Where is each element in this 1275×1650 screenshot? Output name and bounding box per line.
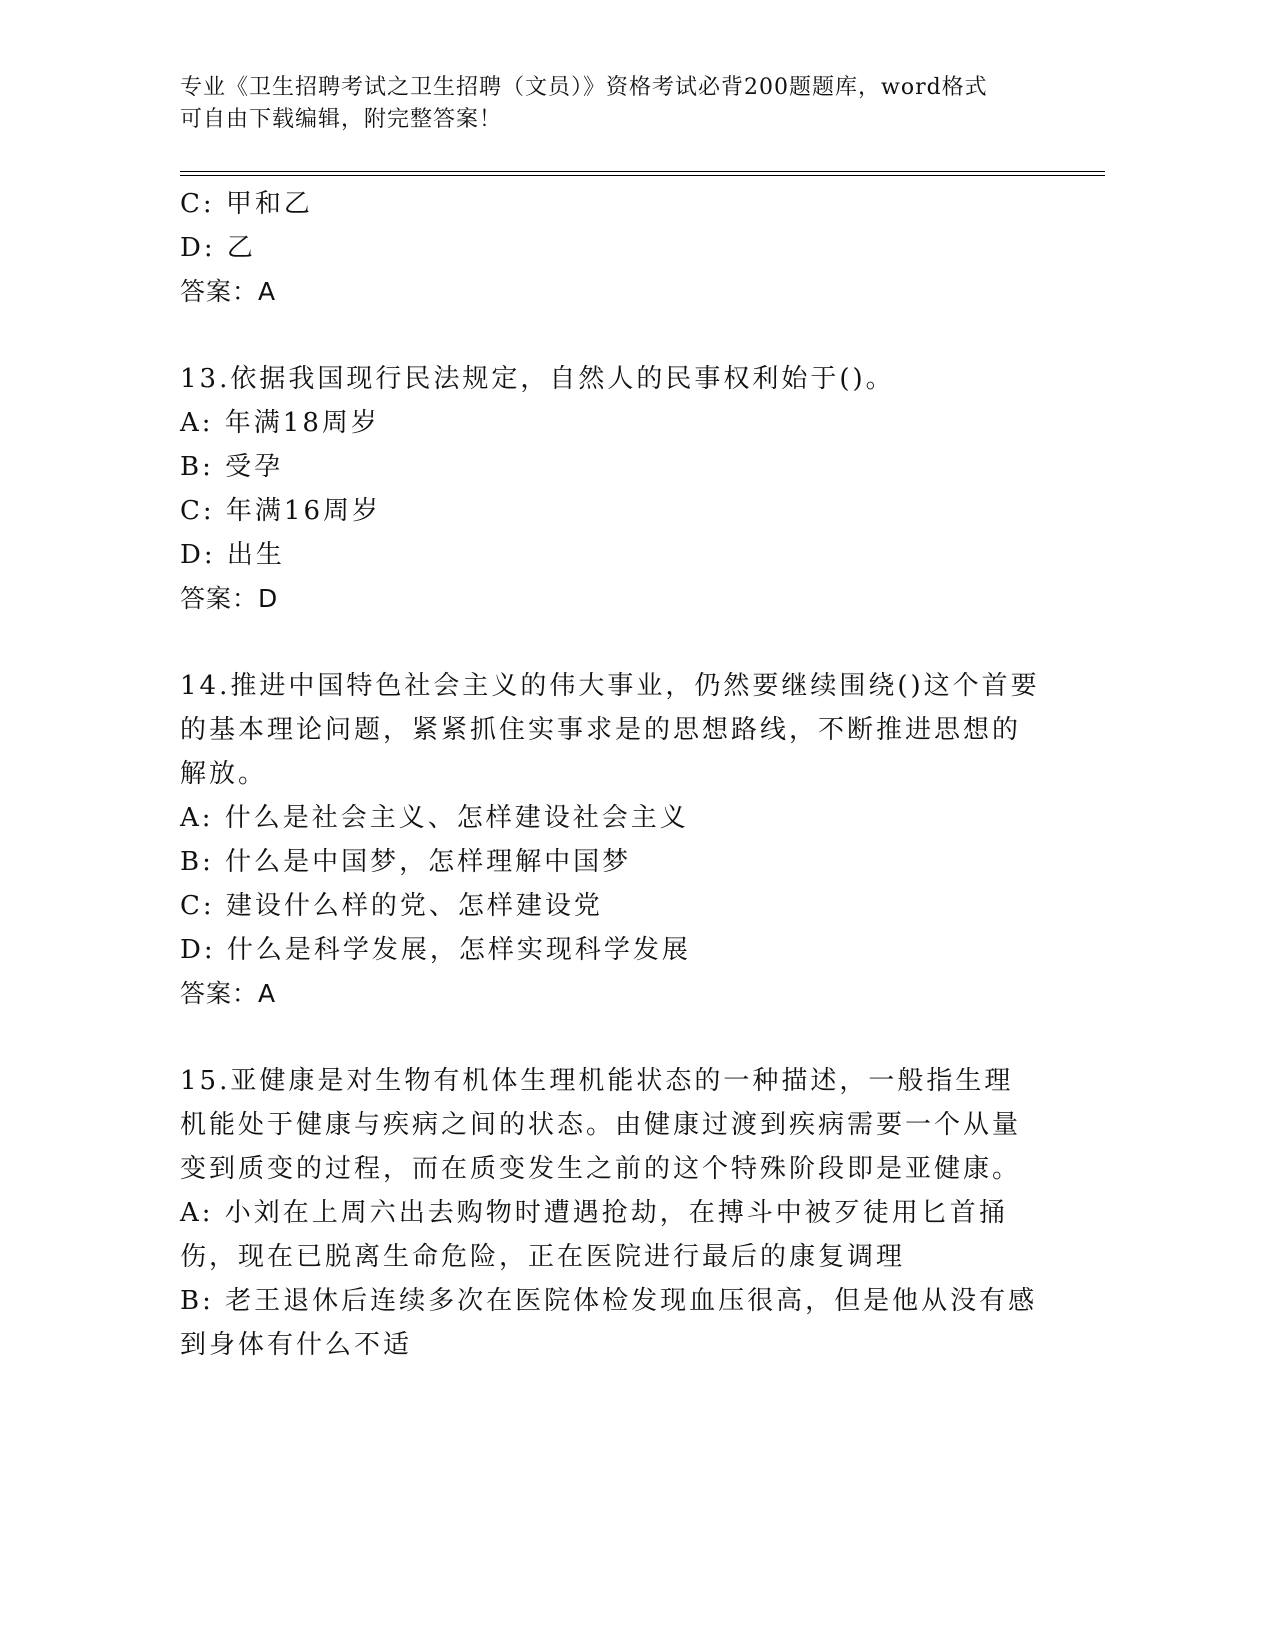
header-title-line1: 专业《卫生招聘考试之卫生招聘（文员）》资格考试必背200题题库，word格式 — [180, 75, 988, 100]
option-c: C: 建设什么样的党、怎样建设党 — [180, 891, 603, 921]
previous-question-tail — [180, 182, 1040, 314]
question-text: 14.推进中国特色社会主义的伟大事业，仍然要继续围绕()这个首要的基本理论问题，紧紧抓住实事求是的思想路线，不断推进思想的解放。 — [180, 671, 1040, 789]
question-content — [180, 182, 1040, 1367]
option-d: D: 乙 — [180, 233, 256, 263]
header-rule-top — [180, 171, 1105, 172]
option-c: C: 年满16周岁 — [180, 496, 382, 526]
answer: 答案：A — [180, 979, 277, 1008]
option-b: B: 受孕 — [180, 452, 284, 482]
option-b: B: 什么是中国梦，怎样理解中国梦 — [180, 847, 632, 877]
option-a: A: 年满18周岁 — [180, 408, 380, 438]
answer: 答案：A — [180, 277, 277, 306]
option-d: D: 什么是科学发展，怎样实现科学发展 — [180, 935, 691, 965]
question-15 — [180, 1059, 1040, 1367]
question-13 — [180, 357, 1040, 621]
header-rule-bottom — [180, 175, 1105, 176]
option-b: B: 老王退休后连续多次在医院体检发现血压很高，但是他从没有感到身体有什么不适 — [180, 1286, 1038, 1360]
option-a: A: 小刘在上周六出去购物时遭遇抢劫，在搏斗中被歹徒用匕首捅伤，现在已脱离生命危险，正在医院进行最后的康复调理 — [180, 1198, 1008, 1272]
question-14 — [180, 664, 1040, 1016]
option-a: A: 什么是社会主义、怎样建设社会主义 — [180, 803, 689, 833]
page-header — [180, 72, 1060, 136]
header-title-line2: 可自由下载编辑，附完整答案！ — [180, 107, 503, 132]
option-c: C: 甲和乙 — [180, 189, 313, 219]
answer: 答案：D — [180, 584, 279, 613]
option-d: D: 出生 — [180, 540, 285, 570]
question-text: 15.亚健康是对生物有机体生理机能状态的一种描述，一般指生理机能处于健康与疾病之间的状态。由健康过渡到疾病需要一个从量变到质变的过程，而在质变发生之前的这个特殊阶段即是亚健康。 — [180, 1066, 1022, 1184]
question-text: 13.依据我国现行民法规定，自然人的民事权利始于()。 — [180, 364, 895, 394]
